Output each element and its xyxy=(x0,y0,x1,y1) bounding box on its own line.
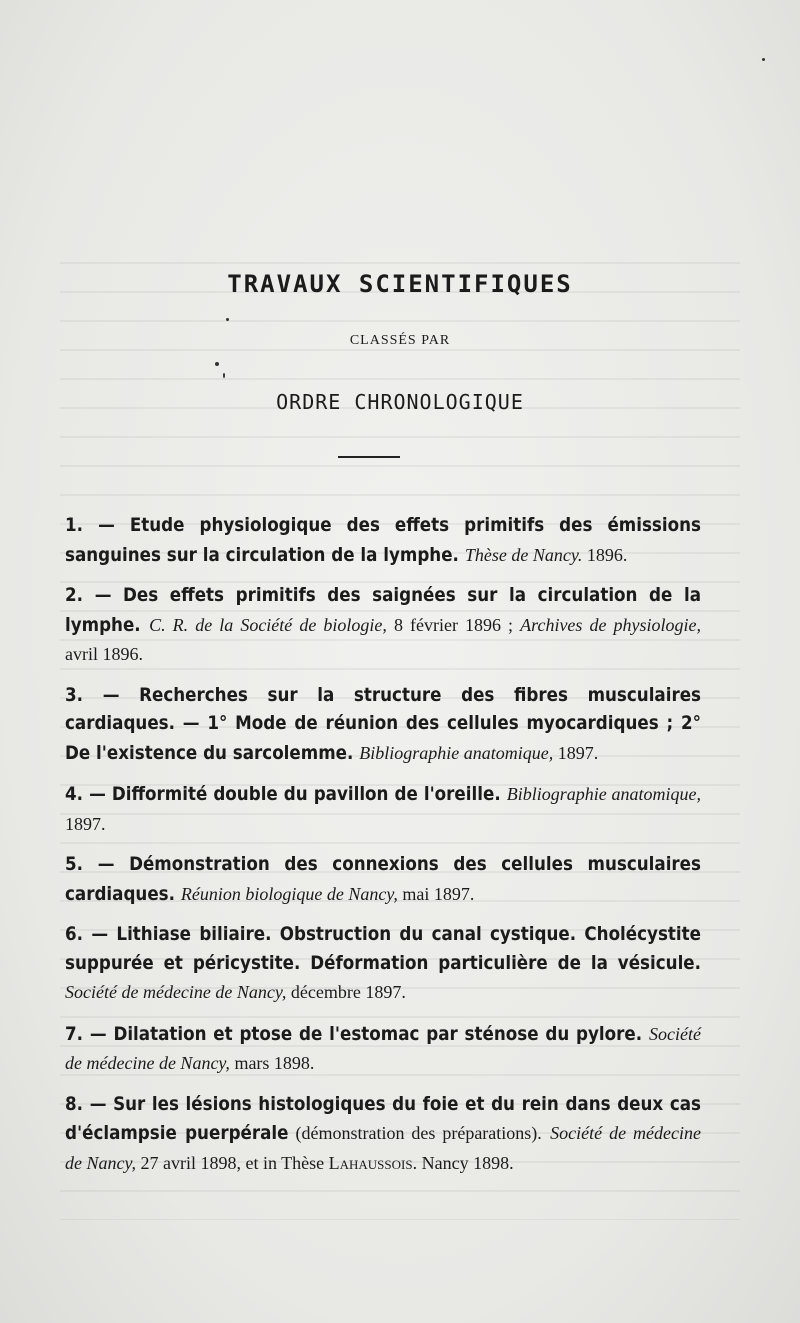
entry-title: — Etude physiologique des effets primitifs des émissions sanguines sur la circulation de la lymphe. xyxy=(65,515,701,566)
entry-date-2: avril 1896. xyxy=(65,644,143,664)
entry-date: mai 1897. xyxy=(397,883,475,904)
entry-source: C. R. de la Société de biologie, xyxy=(149,614,387,635)
list-item xyxy=(65,582,701,670)
ink-speck xyxy=(226,318,229,321)
entry-title: — Sur les lésions histologiques du foie et du rein dans deux cas d'éclampsie puerpérale xyxy=(65,1093,701,1144)
entry-number: 7. xyxy=(65,1023,83,1045)
entry-date: mars 1898. xyxy=(229,1053,315,1073)
list-item xyxy=(65,682,701,769)
entry-source: Réunion biologique de Nancy, xyxy=(180,883,398,904)
entry-source: Société de médecine de Nancy, xyxy=(65,982,287,1002)
entry-date: 8 février 1896 ; xyxy=(386,614,514,635)
subtitle-ordre: ORDRE CHRONOLOGIQUE xyxy=(276,390,524,414)
publication-list xyxy=(65,512,701,1190)
entry-source: Bibliographie anatomique, xyxy=(359,742,554,763)
entry-number: 8. xyxy=(65,1093,83,1115)
entry-place-date: Nancy 1898. xyxy=(417,1152,514,1173)
page-title: TRAVAUX SCIENTIFIQUES xyxy=(227,270,573,298)
entry-title: — Difformité double du pavillon de l'oreille. xyxy=(89,784,501,805)
entry-source: Société de médecine de Nancy, xyxy=(65,1123,701,1173)
entry-source: Thèse de Nancy. xyxy=(464,544,583,565)
entry-number: 5. xyxy=(65,854,83,875)
entry-date: 1896. xyxy=(582,544,628,565)
entry-author: Lahaussois. xyxy=(328,1152,418,1173)
entry-date: 1897. xyxy=(65,813,106,834)
entry-note: (démonstration des préparations). xyxy=(288,1123,542,1143)
entry-number: 4. xyxy=(65,784,83,805)
entry-title: — Dilatation et ptose de l'estomac par sténose du pylore. xyxy=(89,1023,643,1045)
list-item xyxy=(65,780,701,839)
entry-number: 2. xyxy=(65,585,83,606)
entry-date: 1897. xyxy=(553,742,599,763)
entry-source: Bibliographie anatomique, xyxy=(506,784,701,804)
entry-title: — Lithiase biliaire. Obstruction du canal cystique. Cholécystite suppurée et péricystite. Déformation particulière de la vésicule. xyxy=(65,924,701,974)
entry-date: décembre 1897. xyxy=(286,982,406,1002)
list-item xyxy=(65,921,701,1008)
entry-title: — Démonstration des connexions des cellules musculaires cardiaques. xyxy=(65,854,701,905)
entry-number: 6. xyxy=(65,924,83,945)
list-item xyxy=(65,1091,701,1179)
entry-number: 3. xyxy=(65,684,83,706)
entry-title: — Recherches sur la structure des fibres musculaires cardiaques. — 1° Mode de réunion des cellules myocardiques ; 2° De l'existence du sarcolemme. xyxy=(65,684,701,764)
list-item xyxy=(65,512,701,570)
entry-date: 27 avril 1898, et in Thèse xyxy=(135,1152,329,1173)
subtitle-classes-par: CLASSÉS PAR xyxy=(349,333,451,348)
ink-speck xyxy=(762,58,765,61)
entry-source: Société de médecine de Nancy, xyxy=(65,1023,701,1073)
entry-source-2: Archives de physiologie, xyxy=(520,614,702,635)
list-item xyxy=(65,851,701,909)
entry-number: 1. xyxy=(65,515,83,536)
ink-speck xyxy=(223,373,225,378)
divider-rule xyxy=(338,456,400,458)
ink-speck xyxy=(215,362,219,366)
list-item xyxy=(65,1020,701,1079)
entry-title: — Des effets primitifs des saignées sur la circulation de la lymphe. xyxy=(65,585,701,636)
